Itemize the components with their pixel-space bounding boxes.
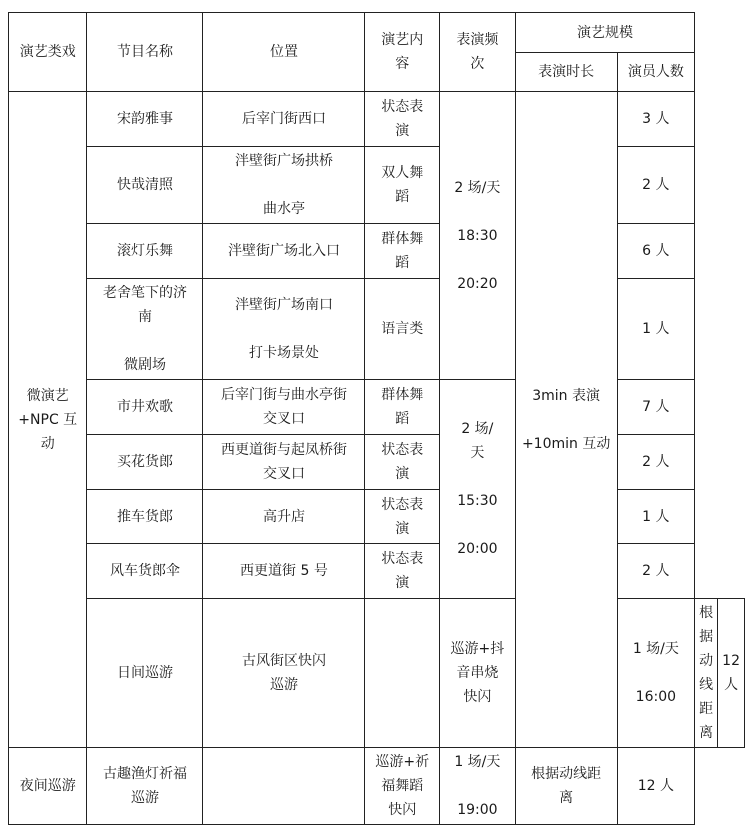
table-row: [9, 544, 745, 599]
location: 后宰门街与曲水亭街 交叉口: [203, 380, 365, 435]
location: [203, 748, 365, 825]
header-location: 位置: [203, 13, 365, 92]
content: 巡游+抖 音串烧 快闪: [440, 599, 516, 748]
performers: 3 人: [617, 92, 695, 147]
table-row: [9, 490, 745, 544]
table-row: [9, 147, 745, 224]
performers: 7 人: [617, 380, 695, 435]
table-row: [9, 435, 745, 490]
parade-row-night: [9, 748, 745, 825]
program-name: 宋韵雅事: [87, 92, 203, 147]
performers: 12 人: [617, 748, 695, 825]
category-micro: 微演艺 +NPC 互 动: [9, 92, 87, 748]
content: 语言类: [365, 279, 440, 380]
table-row: [9, 380, 745, 435]
category-night-parade: 夜间巡游: [9, 748, 87, 825]
duration: 根据动线距 离: [515, 748, 617, 825]
table-row: [9, 224, 745, 279]
location: 泮壁街广场南口 打卡场景处: [203, 279, 365, 380]
content: 群体舞 蹈: [365, 380, 440, 435]
frequency: 1 场/天 19:00: [440, 748, 516, 825]
location: 西更道街 5 号: [203, 544, 365, 599]
content: 群体舞 蹈: [365, 224, 440, 279]
frequency-group-a: 2 场/天 18:30 20:20: [440, 92, 516, 380]
header-content: 演艺内 容: [365, 13, 440, 92]
performers: 2 人: [617, 147, 695, 224]
header-duration: 表演时长: [515, 53, 617, 92]
content: 巡游+祈 福舞蹈 快闪: [365, 748, 440, 825]
performers: 12 人: [718, 599, 745, 748]
table-row: [9, 279, 745, 380]
header-frequency: 表演频 次: [440, 13, 516, 92]
performers: 2 人: [617, 544, 695, 599]
location: 高升店: [203, 490, 365, 544]
location: 泮壁街广场拱桥 曲水亭: [203, 147, 365, 224]
header-category: 演艺类戏: [9, 13, 87, 92]
duration: 根据动线距 离: [695, 599, 718, 748]
performers: 1 人: [617, 490, 695, 544]
content: 状态表 演: [365, 92, 440, 147]
performers: 6 人: [617, 224, 695, 279]
frequency: 1 场/天 16:00: [617, 599, 695, 748]
program-name: 市井欢歌: [87, 380, 203, 435]
program-name: 推车货郎: [87, 490, 203, 544]
program-name: 古趣渔灯祈福 巡游: [87, 748, 203, 825]
location: 后宰门街西口: [203, 92, 365, 147]
performers: 2 人: [617, 435, 695, 490]
frequency-group-b: 2 场/ 天 15:30 20:00: [440, 380, 516, 599]
duration-micro: 3min 表演 +10min 互动: [515, 92, 617, 748]
header-program: 节目名称: [87, 13, 203, 92]
category-day-parade: 日间巡游: [87, 599, 203, 748]
content: 状态表 演: [365, 435, 440, 490]
content: 双人舞 蹈: [365, 147, 440, 224]
header-scale: 演艺规模: [515, 13, 694, 53]
location: 西更道街与起凤桥街 交叉口: [203, 435, 365, 490]
content: 状态表 演: [365, 490, 440, 544]
program-name: 老舍笔下的济 南 微剧场: [87, 279, 203, 380]
program-name: 古风街区快闪 巡游: [203, 599, 365, 748]
content: 状态表 演: [365, 544, 440, 599]
program-name: 滚灯乐舞: [87, 224, 203, 279]
header-performers: 演员人数: [617, 53, 695, 92]
program-name: 快哉清照: [87, 147, 203, 224]
program-name: 买花货郎: [87, 435, 203, 490]
program-name: 风车货郎伞: [87, 544, 203, 599]
performance-schedule-table: [8, 12, 745, 825]
location: 泮壁街广场北入口: [203, 224, 365, 279]
table-row: [9, 92, 745, 147]
header-row-1: [9, 13, 745, 53]
parade-row-day: [9, 599, 745, 748]
location: [365, 599, 440, 748]
performers: 1 人: [617, 279, 695, 380]
